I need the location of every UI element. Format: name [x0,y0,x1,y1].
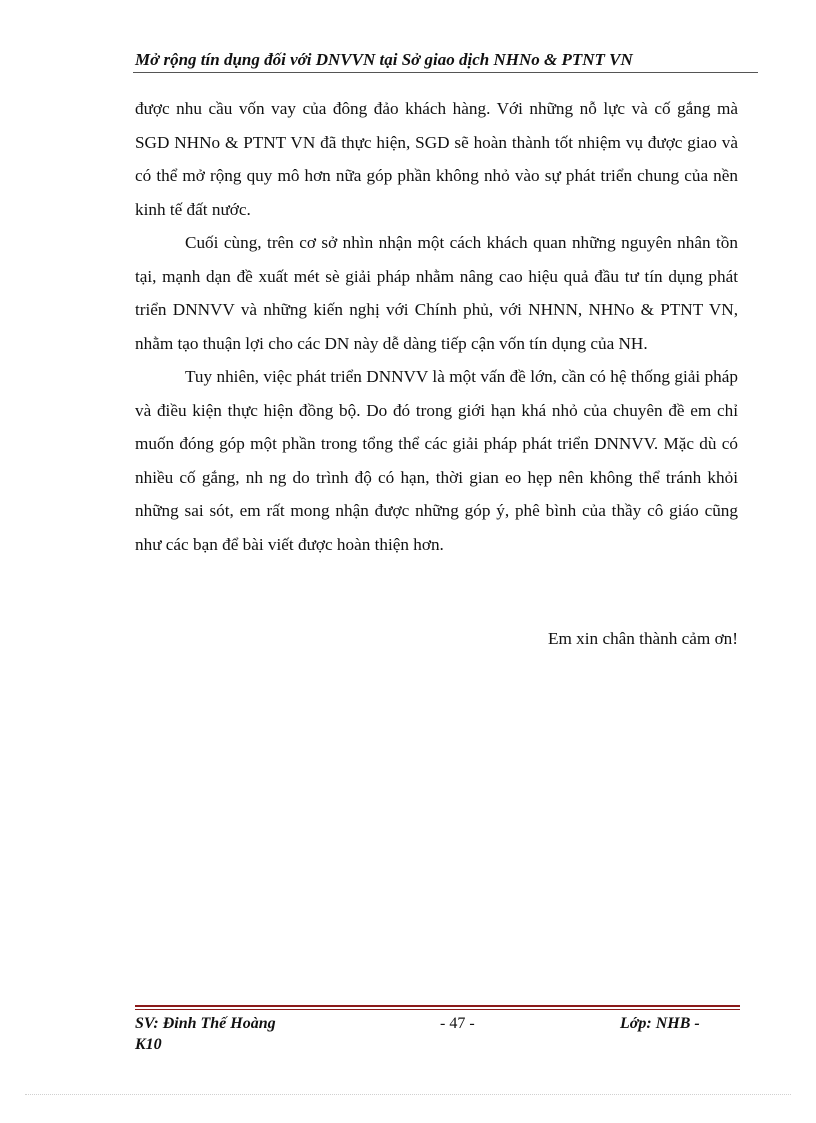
page-bottom-edge [25,1094,791,1095]
paragraph-2: Cuối cùng, trên cơ sở nhìn nhận một cách khách quan những nguyên nhân tồn tại, mạnh dạn đề xuất mét sè giải pháp nhằm nâng cao hiệu quả đầu tư tín dụng phát triển DNNVV và những kiến nghị với Chính phủ, với NHNN, NHNo & PTNT VN, nhằm tạo thuận lợi cho các DN này dễ dàng tiếp cận vốn tín dụng của NH. [135,233,738,353]
footer-class: Lớp: NHB - [620,1015,700,1032]
footer-divider-thick [135,1005,740,1007]
footer-divider-thin [135,1009,740,1010]
paragraph-3: Tuy nhiên, việc phát triển DNNVV là một vấn đề lớn, cần có hệ thống giải pháp và điều kiện thực hiện đồng bộ. Do đó trong giới hạn khá nhỏ của chuyên đề em chỉ muốn đóng góp một phần trong tổng thể các giải pháp phát triển DNNVV. Mặc dù có nhiều cố gắng, nh ng do trình độ có hạn, thời gian eo hẹp nên không thể tránh khỏi những sai sót, em rất mong nhận được những góp ý, phê bình của thầy cô giáo cũng như các bạn để bài viết được hoàn thiện hơn. [135,367,738,554]
footer-student-name: SV: Đinh Thế Hoàng [135,1015,276,1032]
paragraph-1: được nhu cầu vốn vay của đông đảo khách hàng. Với những nỗ lực và cố gắng mà SGD NHNo & PTNT VN đã thực hiện, SGD sẽ hoàn thành tốt nhiệm vụ được giao và có thể mở rộng quy mô hơn nữa góp phần không nhỏ vào sự phát triển chung của nền kinh tế đất nước. [135,99,738,219]
footer-cohort: K10 [135,1036,162,1053]
page-header-title: Mở rộng tín dụng đối với DNVVN tại Sở giao dịch NHNo & PTNT VN [135,50,633,69]
closing-line: Em xin chân thành cảm ơn! [548,629,738,648]
document-body [135,92,738,561]
page-number: - 47 - [440,1015,475,1032]
header-divider [133,72,758,73]
